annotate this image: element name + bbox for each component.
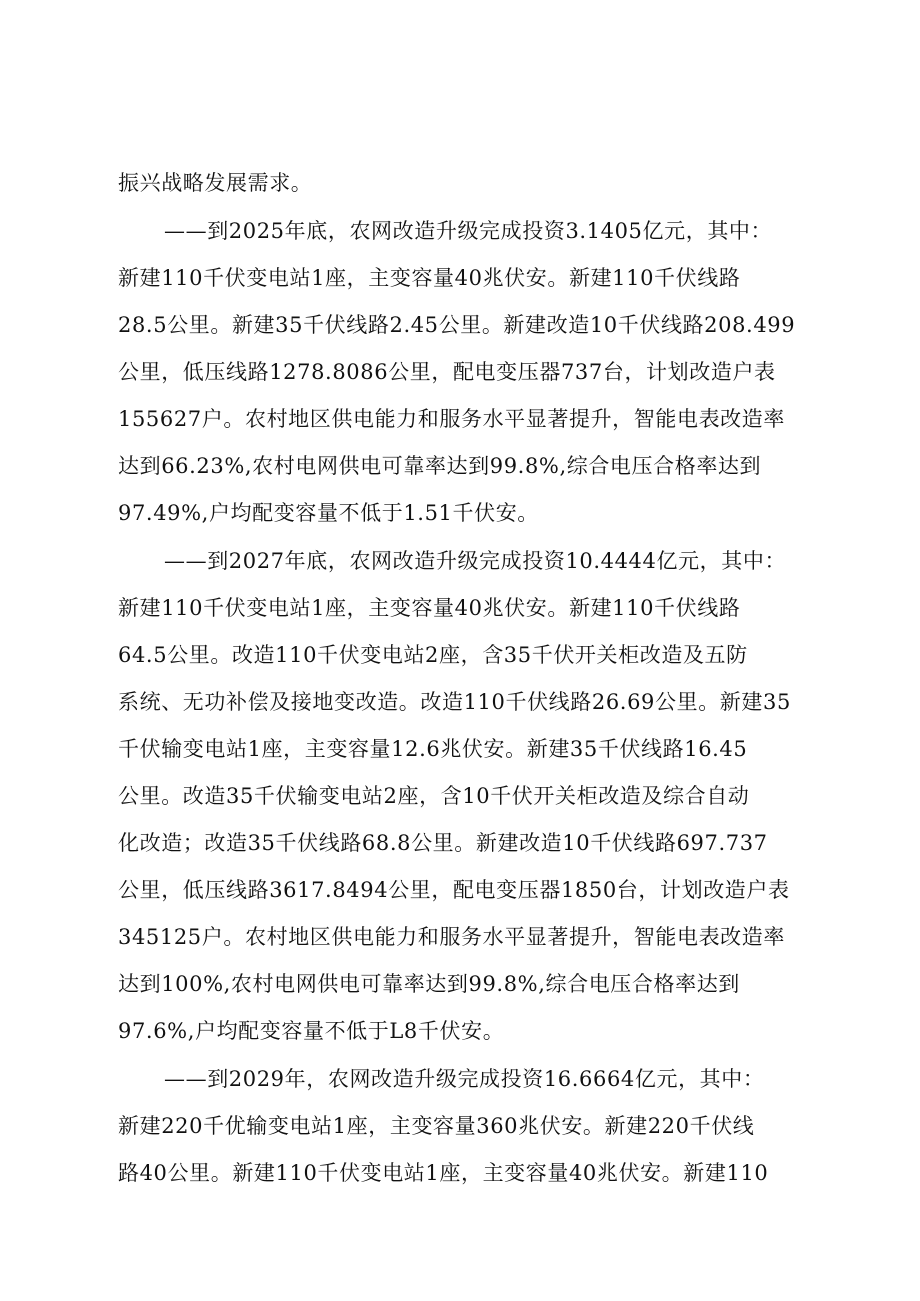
text-line: 公里，低压线路1278.8086公里，配电变压器737台，计划改造户表	[118, 360, 776, 384]
paragraph-2027-first-line: ——到2027年底，农网改造升级完成投资10.4444亿元，其中：	[164, 549, 787, 573]
text-line: 公里。改造35千伏输变电站2座，含10千伏开关柜改造及综合自动	[118, 784, 750, 808]
text-line: 97.49%,户均配变容量不低于1.51千伏安。	[118, 501, 539, 525]
text-line: 64.5公里。改造110千伏变电站2座，含35千伏开关柜改造及五防	[118, 643, 748, 667]
text-line: 达到66.23%,农村电网供电可靠率达到99.8%,综合电压合格率达到	[118, 454, 762, 478]
text-line: 新建110千伏变电站1座，主变容量40兆伏安。新建110千伏线路	[118, 596, 741, 620]
paragraph-2029-first-line: ——到2029年，农网改造升级完成投资16.6664亿元，其中：	[164, 1067, 765, 1091]
text-line: 化改造；改造35千伏线路68.8公里。新建改造10千伏线路697.737	[118, 831, 768, 855]
paragraph-2025-first-line: ——到2025年底，农网改造升级完成投资3.1405亿元，其中：	[164, 219, 773, 243]
text-line: 345125户。农村地区供电能力和服务水平显著提升，智能电表改造率	[118, 925, 785, 949]
text-line: 系统、无功补偿及接地变改造。改造110千伏线路26.69公里。新建35	[118, 690, 791, 714]
text-line: 新建220千优输变电站1座，主变容量360兆伏安。新建220千伏线	[118, 1114, 755, 1138]
text-line: 路40公里。新建110千伏变电站1座，主变容量40兆伏安。新建110	[118, 1161, 769, 1185]
text-line: 千伏输变电站1座，主变容量12.6兆伏安。新建35千伏线路16.45	[118, 737, 748, 761]
text-line: 155627户。农村地区供电能力和服务水平显著提升，智能电表改造率	[118, 407, 785, 431]
text-line: 28.5公里。新建35千伏线路2.45公里。新建改造10千伏线路208.499	[118, 313, 796, 337]
text-line: 振兴战略发展需求。	[118, 171, 313, 195]
text-line: 公里，低压线路3617.8494公里，配电变压器1850台，计划改造户表	[118, 878, 790, 902]
text-line: 达到100%,农村电网供电可靠率达到99.8%,综合电压合格率达到	[118, 972, 740, 996]
text-line: 97.6%,户均配变容量不低于L8千伏安。	[118, 1019, 505, 1043]
text-line: 新建110千伏变电站1座，主变容量40兆伏安。新建110千伏线路	[118, 266, 741, 290]
